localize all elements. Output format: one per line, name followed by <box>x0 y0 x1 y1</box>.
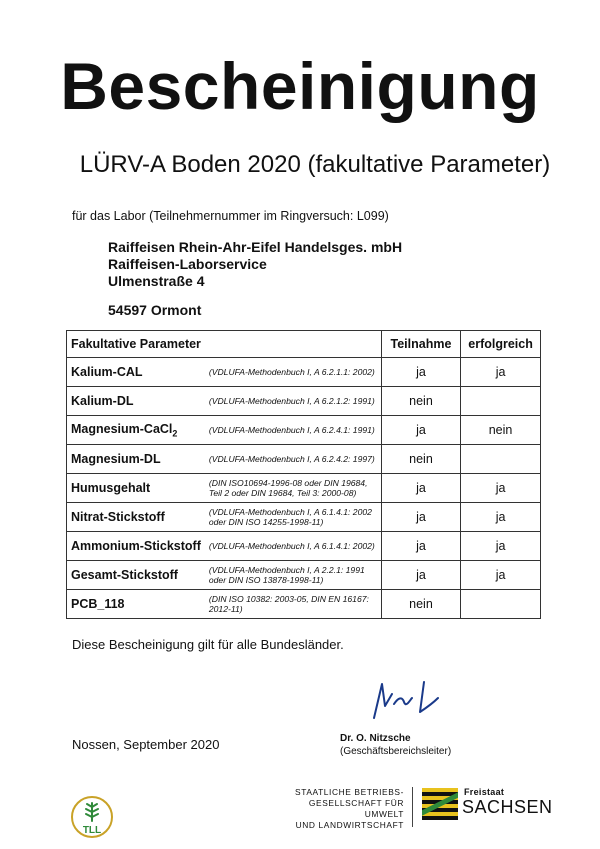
parameter-name: Humusgehalt <box>67 474 205 503</box>
sachsen-label: SACHSEN <box>462 797 553 817</box>
lab-address <box>108 239 402 319</box>
agency-name <box>280 787 404 831</box>
parameter-method: (VDLUFA-Methodenbuch I, A 6.2.4.1: 1991) <box>205 416 381 445</box>
parameter-method: (VDLUFA-Methodenbuch I, A 6.1.4.1: 2002 oder DIN ISO 14255-1998-11) <box>205 503 381 532</box>
validity-note: Diese Bescheinigung gilt für alle Bundesländer. <box>72 637 344 652</box>
parameter-subscript: 2 <box>172 428 178 439</box>
teilnahme-cell: nein <box>381 590 460 619</box>
signer-role: (Geschäftsbereichsleiter) <box>340 746 452 757</box>
saxony-crest-icon <box>422 788 458 820</box>
parameter-name: Magnesium-CaCl$_2$ <box>67 416 205 445</box>
parameter-method: (VDLUFA-Methodenbuch I, A 6.2.4.2: 1997) <box>205 445 381 474</box>
parameter-method: (DIN ISO 10382: 2003-05, DIN EN 16167: 2012-11) <box>205 590 381 619</box>
table-row <box>67 445 541 474</box>
parameter-method: (VDLUFA-Methodenbuch I, A 6.2.1.2: 1991) <box>205 387 381 416</box>
erfolgreich-cell <box>461 445 541 474</box>
parameter-name: Magnesium-DL <box>67 445 205 474</box>
teilnahme-cell: ja <box>381 532 460 561</box>
parameter-method: (DIN ISO10694-1996-08 oder DIN 19684, Teil 2 oder DIN 19684, Teil 3: 2000-08) <box>205 474 381 503</box>
tll-logo-icon <box>70 795 114 839</box>
table-row <box>67 358 541 387</box>
lab-intro: für das Labor (Teilnehmernummer im Ringversuch: L099) <box>72 209 389 223</box>
erfolgreich-cell: ja <box>461 358 541 387</box>
erfolgreich-cell: ja <box>461 561 541 590</box>
teilnahme-cell: ja <box>381 358 460 387</box>
parameter-method: (VDLUFA-Methodenbuch I, A 6.1.4.1: 2002) <box>205 532 381 561</box>
erfolgreich-cell <box>461 590 541 619</box>
tll-logo-text: TLL <box>82 825 102 836</box>
table-row <box>67 561 541 590</box>
table-row <box>67 387 541 416</box>
address-line-3: Ulmenstraße 4 <box>108 273 205 289</box>
table-row <box>67 503 541 532</box>
header-parameter: Fakultative Parameter <box>67 331 382 358</box>
agency-line-3: UND LANDWIRTSCHAFT <box>295 820 404 830</box>
signer-block <box>340 732 451 758</box>
parameter-name: PCB_118 <box>67 590 205 619</box>
address-city: 54597 Ormont <box>108 302 202 318</box>
signer-name: Dr. O. Nitzsche <box>340 733 411 744</box>
parameter-name: Nitrat-Stickstoff <box>67 503 205 532</box>
table-body <box>67 358 541 619</box>
teilnahme-cell: ja <box>381 561 460 590</box>
table-row <box>67 532 541 561</box>
address-line-1: Raiffeisen Rhein-Ahr-Eifel Handelsges. mbH <box>108 239 403 255</box>
freistaat-label: Freistaat <box>464 787 505 797</box>
parameter-method: (VDLUFA-Methodenbuch I, A 2.2.1: 1991 oder DIN ISO 13878-1998-11) <box>205 561 381 590</box>
document-subtitle: LÜRV-A Boden 2020 (fakultative Parameter) <box>79 151 551 178</box>
teilnahme-cell: ja <box>381 474 460 503</box>
agency-line-1: STAATLICHE BETRIEBS- <box>295 787 404 797</box>
teilnahme-cell: ja <box>381 503 460 532</box>
place-date: Nossen, September 2020 <box>72 737 220 752</box>
parameter-method: (VDLUFA-Methodenbuch I, A 6.2.1.1: 2002) <box>205 358 381 387</box>
erfolgreich-cell: ja <box>461 503 541 532</box>
logo-divider <box>412 787 413 827</box>
agency-line-2: GESELLSCHAFT FÜR UMWELT <box>308 798 404 819</box>
address-line-2: Raiffeisen-Laborservice <box>108 256 267 272</box>
parameter-name: Kalium-CAL <box>67 358 205 387</box>
table-row <box>67 590 541 619</box>
header-teilnahme: Teilnahme <box>381 331 460 358</box>
erfolgreich-cell: ja <box>461 474 541 503</box>
erfolgreich-cell: ja <box>461 532 541 561</box>
document-title: Bescheinigung <box>60 49 540 123</box>
teilnahme-cell: nein <box>381 445 460 474</box>
teilnahme-cell: nein <box>381 387 460 416</box>
table-row <box>67 474 541 503</box>
parameter-name: Ammonium-Stickstoff <box>67 532 205 561</box>
teilnahme-cell: ja <box>381 416 460 445</box>
header-erfolgreich: erfolgreich <box>461 331 541 358</box>
parameter-table <box>66 330 541 619</box>
erfolgreich-cell: nein <box>461 416 541 445</box>
table-header-row <box>67 331 541 358</box>
parameter-name: Kalium-DL <box>67 387 205 416</box>
handwritten-signature <box>368 674 458 724</box>
table-row <box>67 416 541 445</box>
erfolgreich-cell <box>461 387 541 416</box>
parameter-name: Gesamt-Stickstoff <box>67 561 205 590</box>
